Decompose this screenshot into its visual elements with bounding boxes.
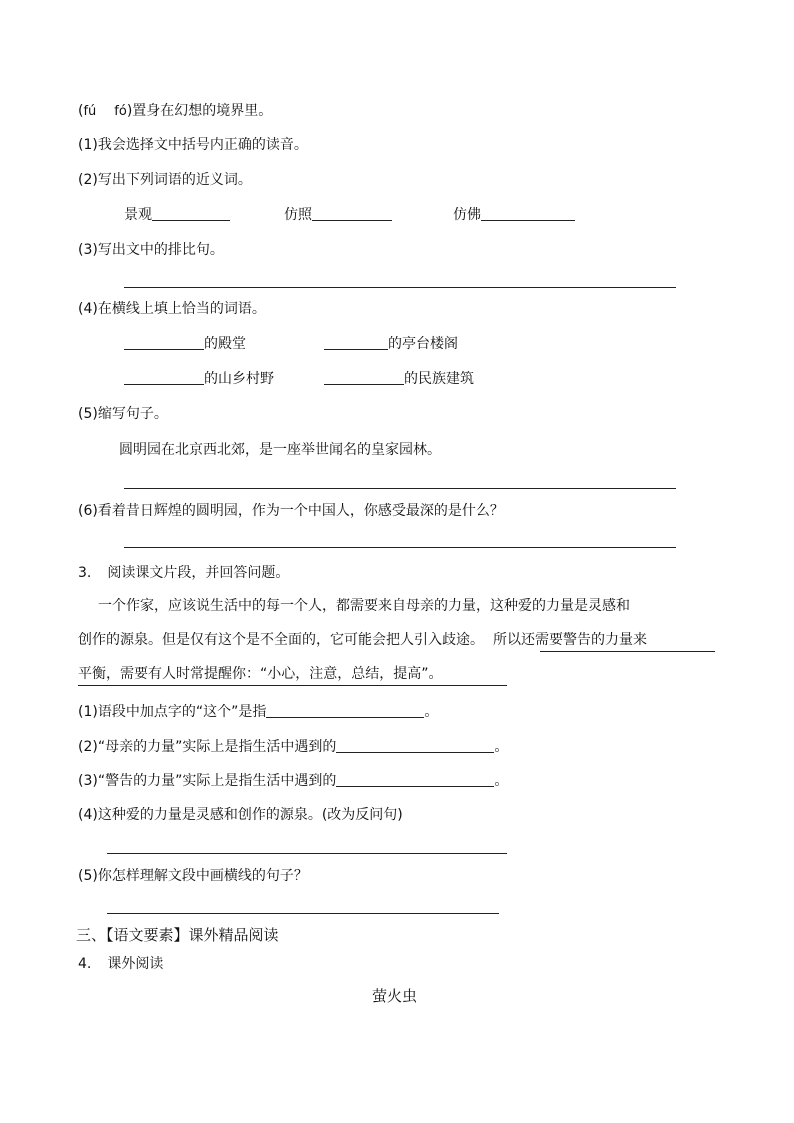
- answer-line-rhetorical[interactable]: [107, 853, 507, 854]
- q3-sub4: (4)这种爱的力量是灵感和创作的源泉。(改为反问句): [78, 807, 403, 823]
- fill-blank-2[interactable]: [324, 334, 388, 350]
- fill-item-2: [324, 334, 458, 354]
- underline-mark-1: [540, 651, 715, 652]
- synonym-blank-2[interactable]: [312, 205, 392, 221]
- passage-line-1: 一个作家，应该说生活中的每一个人，都需要来自母亲的力量，这种爱的力量是灵感和: [98, 598, 630, 614]
- article-title: 萤火虫: [372, 987, 418, 1005]
- section-heading: 三、【语文要素】课外精品阅读: [76, 926, 279, 944]
- fill-blank-3[interactable]: [124, 369, 204, 385]
- sub-question-text: (1)语段中加点字的“这个”是指: [78, 704, 267, 720]
- sub-question-text: (3)“警告的力量”实际上是指生活中遇到的: [78, 773, 337, 789]
- q2-sub5: (5)缩写句子。: [78, 406, 168, 422]
- sub-question-text: (2)“母亲的力量”实际上是指生活中遇到的: [78, 739, 337, 755]
- fill-item-3: [124, 369, 274, 389]
- synonym-blank-1[interactable]: [152, 205, 230, 221]
- answer-blank-3[interactable]: [336, 771, 494, 787]
- passage-line-3: 平衡，需要有人时常提醒你：“小心，注意，总结，提高”。: [78, 666, 443, 682]
- synonym-item-1: [124, 205, 230, 225]
- passage-text: 创作的源泉。但是仅有这个是不全面的，它可能会把人引入歧途。: [78, 632, 484, 648]
- period: 。: [494, 739, 509, 755]
- question-number: 4.: [78, 956, 92, 972]
- q2-sub2: (2)写出下列词语的近义词。: [78, 172, 252, 188]
- pinyin-sentence-rest: )置身在幻想的境界里。: [126, 103, 273, 119]
- pinyin-choice-line: [78, 101, 272, 122]
- q2-sub4: (4)在横线上填上恰当的词语。: [78, 301, 266, 317]
- question-title: 课外阅读: [107, 956, 164, 972]
- passage-line-2: [78, 630, 647, 650]
- fill-suffix: 的山乡村野: [204, 371, 274, 387]
- q4-header: [78, 954, 163, 974]
- answer-line-condense[interactable]: [124, 488, 676, 489]
- q3-sub3: [78, 771, 508, 791]
- period: 。: [494, 773, 509, 789]
- fill-item-4: [324, 369, 474, 389]
- fill-suffix: 的民族建筑: [404, 371, 474, 387]
- answer-blank-2[interactable]: [336, 737, 494, 753]
- condense-sentence: 圆明园在北京西北郊，是一座举世闻名的皇家园林。: [119, 442, 441, 458]
- period: 。: [424, 704, 439, 720]
- synonym-word: 仿照: [284, 207, 312, 223]
- q3-sub5: (5)你怎样理解文段中画横线的句子？: [78, 868, 308, 884]
- q2-sub3: (3)写出文中的排比句。: [78, 242, 224, 258]
- underlined-sentence-part1: 所以还需要警告的力量来: [493, 632, 647, 648]
- fill-blank-1[interactable]: [124, 334, 204, 350]
- synonym-item-3: [453, 205, 575, 225]
- fill-suffix: 的殿堂: [204, 336, 246, 352]
- fill-suffix: 的亭台楼阁: [388, 336, 458, 352]
- synonym-item-2: [284, 205, 392, 225]
- question-number: 3.: [78, 565, 92, 581]
- q2-sub1: (1)我会选择文中括号内正确的读音。: [78, 137, 308, 153]
- paren-open: (: [78, 103, 84, 119]
- answer-line-feeling[interactable]: [124, 547, 676, 548]
- fill-blank-4[interactable]: [324, 369, 404, 385]
- synonym-word: 仿佛: [453, 207, 481, 223]
- underline-mark-2: [78, 685, 507, 686]
- fill-item-1: [124, 334, 246, 354]
- q3-sub2: [78, 737, 508, 757]
- pinyin-option-fo[interactable]: fó: [114, 104, 127, 119]
- pinyin-option-fu[interactable]: fú: [83, 104, 97, 119]
- q3-header: [78, 563, 289, 583]
- synonym-blank-3[interactable]: [481, 205, 575, 221]
- answer-line-parallelism[interactable]: [124, 287, 676, 288]
- q3-sub1: [78, 702, 438, 722]
- question-title: 阅读课文片段，并回答问题。: [107, 565, 290, 581]
- synonym-word: 景观: [124, 207, 152, 223]
- answer-line-understanding[interactable]: [107, 913, 499, 914]
- answer-blank-1[interactable]: [266, 702, 424, 718]
- q2-sub6: (6)看着昔日辉煌的圆明园，作为一个中国人，你感受最深的是什么？: [78, 503, 504, 519]
